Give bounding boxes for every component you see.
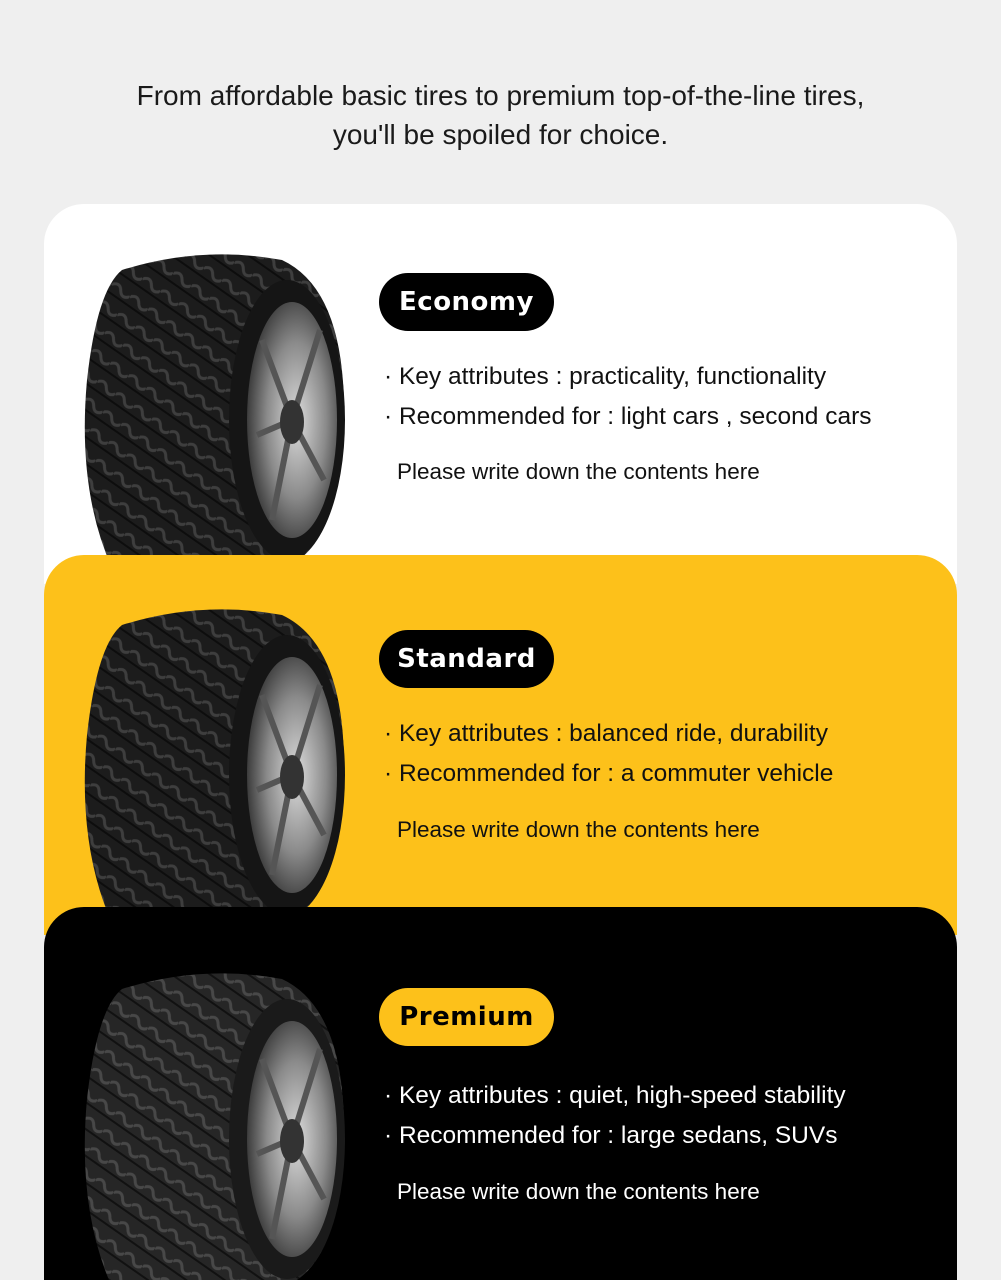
- intro-line-2: you'll be spoiled for choice.: [332, 119, 669, 150]
- tire-image: [82, 969, 346, 1280]
- tier-card-standard: [44, 555, 957, 935]
- key-attributes: · Key attributes : balanced ride, durability: [384, 720, 828, 747]
- tire-image: [82, 605, 346, 925]
- intro-line-1: From affordable basic tires to premium top-of-the-line tires,: [136, 80, 865, 111]
- content-placeholder: Please write down the contents here: [397, 1179, 760, 1204]
- tire-image: [82, 250, 346, 570]
- content-placeholder: Please write down the contents here: [397, 459, 760, 484]
- intro-text: [0, 76, 1001, 154]
- recommended-for: · Recommended for : light cars , second cars: [384, 403, 872, 430]
- tier-card-premium: [44, 907, 957, 1280]
- content-placeholder: Please write down the contents here: [397, 817, 760, 842]
- recommended-for: · Recommended for : a commuter vehicle: [384, 760, 834, 787]
- attribute-list: [384, 1076, 944, 1156]
- tier-card-economy: [44, 204, 957, 584]
- tier-badge: Premium: [379, 988, 554, 1046]
- attribute-list: [384, 714, 944, 794]
- attribute-list: [384, 357, 944, 437]
- key-attributes: · Key attributes : practicality, functionality: [384, 363, 827, 390]
- recommended-for: · Recommended for : large sedans, SUVs: [384, 1122, 838, 1149]
- tier-badge: Standard: [379, 630, 554, 688]
- key-attributes: · Key attributes : quiet, high-speed stability: [384, 1082, 846, 1109]
- tier-badge: Economy: [379, 273, 554, 331]
